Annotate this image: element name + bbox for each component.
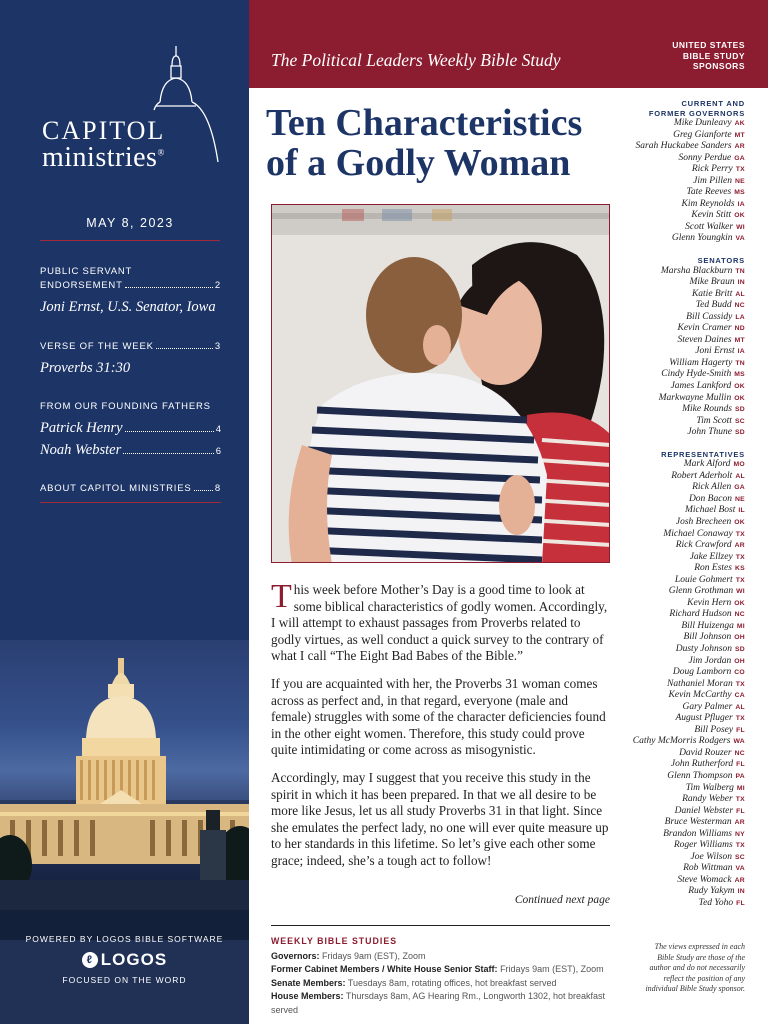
sponsor-state: LA: [735, 313, 745, 321]
schedule-row: [271, 950, 621, 964]
sponsor-entry: [620, 300, 745, 312]
sponsor-state: OK: [734, 382, 745, 390]
divider: [40, 240, 220, 241]
sponsor-name: Kevin Stitt: [691, 210, 732, 221]
sponsor-entry: [620, 517, 745, 529]
sponsors-list: [620, 99, 745, 910]
spacer: [620, 439, 745, 450]
toc-page-number: 8: [214, 483, 221, 494]
sponsor-name: Cindy Hyde-Smith: [661, 369, 732, 380]
toc-founding-fathers[interactable]: [40, 400, 221, 462]
sponsor-name: Nathaniel Moran: [666, 678, 733, 689]
sponsor-state: TX: [735, 166, 745, 174]
sponsor-name: Ted Budd: [695, 300, 732, 311]
sponsor-name: Richard Hudson: [669, 609, 732, 620]
mother-hugging-child-illustration: [272, 205, 610, 563]
logos-logo[interactable]: [0, 950, 249, 970]
article-paragraph: [271, 578, 611, 665]
sponsor-name: Cathy McMorris Rodgers: [632, 736, 731, 747]
sponsor-entry: [620, 736, 745, 748]
sponsor-state: TN: [735, 359, 745, 367]
sponsor-state: MT: [734, 131, 745, 139]
sponsor-state: AR: [734, 819, 745, 827]
capitol-ministries-logo: [40, 44, 230, 174]
sponsor-state: CA: [734, 692, 745, 700]
sponsor-entry: [620, 632, 745, 644]
sponsor-name: Bill Johnson: [683, 632, 732, 643]
sponsor-name: Bill Posey: [694, 724, 734, 735]
sponsor-state: IN: [737, 279, 745, 287]
sponsor-name: James Lankford: [670, 380, 732, 391]
sponsor-state: TX: [735, 796, 745, 804]
sponsor-state: NE: [734, 495, 745, 503]
sponsor-name: Kevin McCarthy: [668, 690, 732, 701]
sponsor-state: TN: [735, 267, 745, 275]
logo-ministries-word: ministries: [42, 142, 158, 173]
sponsor-entry: [620, 713, 745, 725]
sponsor-name: Kevin Hern: [687, 597, 732, 608]
sponsor-entry: [620, 563, 745, 575]
sponsor-name: Gary Palmer: [682, 701, 733, 712]
sponsor-name: Rudy Yakym: [688, 886, 735, 897]
sponsor-name: Mike Braun: [689, 277, 735, 288]
sponsor-state: IN: [737, 888, 745, 896]
sponsor-state: SD: [734, 406, 745, 414]
sponsor-name: Kevin Cramer: [677, 323, 732, 334]
sponsor-state: OH: [734, 657, 745, 665]
logos-icon: ℓ: [82, 952, 98, 968]
sponsor-entry: [620, 817, 745, 829]
sponsor-name: Jake Ellzey: [689, 551, 733, 562]
sponsor-entry: [620, 783, 745, 795]
toc-about[interactable]: [40, 482, 221, 496]
sponsor-name: Sonny Perdue: [678, 152, 732, 163]
sponsor-entry: [620, 346, 745, 358]
sponsors-heading-line: UNITED STATES: [672, 40, 745, 50]
sponsor-name: Steven Daines: [677, 334, 732, 345]
sponsor-entry: [620, 644, 745, 656]
spacer: [620, 245, 745, 256]
sponsor-entry: [620, 459, 745, 471]
sponsor-state: GA: [734, 154, 745, 162]
schedule-label: Former Cabinet Members / White House Senior Staff:: [271, 964, 498, 974]
sponsor-entry: [620, 725, 745, 737]
sponsor-name: Glenn Grothman: [668, 586, 734, 597]
sponsor-name: Joe Wilson: [690, 851, 732, 862]
section-heading-line: CURRENT AND: [681, 99, 745, 108]
sponsor-entry: [620, 277, 745, 289]
sponsor-state: MS: [734, 189, 745, 197]
sponsor-name: Markwayne Mullin: [658, 392, 732, 403]
sponsor-entry: [620, 852, 745, 864]
sponsor-state: MT: [734, 336, 745, 344]
sponsor-entry: [620, 679, 745, 691]
sponsor-name: Mike Rounds: [682, 404, 732, 415]
sponsor-state: PA: [735, 772, 745, 780]
toc-entry-name: Patrick Henry: [40, 420, 123, 436]
article-title-line: Ten Characteristics: [266, 102, 583, 144]
schedule-row: [271, 990, 621, 1017]
sponsor-state: TX: [735, 715, 745, 723]
sponsor-entry: [620, 427, 745, 439]
sponsor-entry: [620, 759, 745, 771]
toc-heading: [40, 400, 221, 414]
sponsor-state: OK: [734, 518, 745, 526]
sponsor-entry: [620, 505, 745, 517]
sponsor-entry: [620, 233, 745, 245]
sponsor-name: Bill Cassidy: [686, 311, 733, 322]
sponsor-name: Mike Dunleavy: [673, 118, 732, 128]
article-paragraph: If you are acquainted with her, the Proverbs 31 woman comes across as perfect and, in that regard, everyone (male and female) struggles with some of the character deficiencies found in the other eight women. Therefore, this study could prove quite intimidating or come across as misogynistic.: [271, 675, 606, 758]
toc-leader: [125, 287, 213, 288]
sponsor-name: Michael Bost: [684, 505, 736, 516]
sponsor-name: Rick Crawford: [675, 540, 732, 551]
sponsor-entry: [620, 898, 745, 910]
sponsor-name: Rick Allen: [692, 482, 732, 493]
sponsor-entry: [620, 656, 745, 668]
sponsor-name: Scott Walker: [685, 221, 734, 232]
toc-label: FROM OUR FOUNDING FATHERS: [40, 401, 211, 412]
sponsor-entry: [620, 369, 745, 381]
sponsor-entry: [620, 794, 745, 806]
sponsor-name: Robert Aderholt: [671, 470, 733, 481]
sponsor-entry: [620, 540, 745, 552]
schedule-detail: Thursdays 8am, AG Hearing Rm., Longworth 1302, hot breakfast served: [271, 991, 606, 1015]
toc-subtitle: Joni Ernst, U.S. Senator, Iowa: [40, 299, 216, 315]
representatives-heading: REPRESENTATIVES: [661, 449, 745, 459]
sponsor-state: AL: [735, 703, 745, 711]
sidebar: [0, 0, 249, 1024]
toc-leader: [125, 431, 214, 432]
sponsor-entry: [620, 494, 745, 506]
sponsor-name: Rob Wittman: [683, 863, 733, 874]
sponsor-state: AL: [735, 472, 745, 480]
sponsor-name: Joni Ernst: [695, 346, 735, 357]
sponsor-entry: [620, 358, 745, 370]
representatives-list: [620, 459, 745, 909]
logo-capitol-text: CAPITOL: [42, 116, 166, 145]
sponsor-name: Glenn Thompson: [667, 770, 733, 781]
sponsor-name: Glenn Youngkin: [671, 233, 733, 244]
sponsor-name: Michael Conaway: [663, 528, 733, 539]
sponsors-heading-line: SPONSORS: [692, 61, 745, 71]
disclaimer: The views expressed in each Bible Study are those of the author and do not necessarily reflect the position of any individual Bible Study sponsor.: [645, 942, 745, 993]
sponsor-entry: [620, 199, 745, 211]
sponsor-entry: [620, 598, 745, 610]
sponsor-entry: [620, 312, 745, 324]
sponsor-state: KS: [734, 565, 745, 573]
sponsor-name: Randy Weber: [682, 794, 733, 805]
sponsor-name: Greg Gianforte: [673, 129, 732, 140]
issue-date: MAY 8, 2023: [86, 216, 174, 230]
sponsor-entry: [620, 323, 745, 335]
sponsor-name: Ted Yoho: [698, 898, 734, 908]
sponsor-name: John Thune: [687, 427, 732, 438]
sponsor-entry: [620, 141, 745, 153]
sponsor-state: WA: [733, 738, 745, 746]
sponsor-entry: [620, 416, 745, 428]
sponsor-entry: [620, 176, 745, 188]
schedule-row: [271, 977, 621, 991]
sponsor-state: SD: [734, 429, 745, 437]
sponsor-state: FL: [736, 761, 745, 769]
sponsor-name: Tim Walberg: [685, 782, 734, 793]
sponsor-name: Kim Reynolds: [681, 198, 735, 209]
sponsor-name: Doug Lamborn: [672, 667, 732, 678]
sponsor-name: John Rutherford: [670, 759, 734, 770]
toc-row[interactable]: [40, 482, 221, 496]
toc-verse[interactable]: [40, 340, 221, 378]
sponsor-entry: [620, 702, 745, 714]
sponsor-name: Dusty Johnson: [675, 643, 732, 654]
governors-heading: [620, 99, 745, 118]
sponsor-name: Rick Perry: [691, 164, 733, 175]
sponsor-state: OK: [734, 599, 745, 607]
sponsor-entry: [620, 482, 745, 494]
sponsor-state: NY: [734, 830, 745, 838]
article-title-line: of a Godly Woman: [266, 142, 571, 184]
sponsor-entry: [620, 609, 745, 621]
sponsor-name: Tim Scott: [696, 415, 732, 426]
schedule-detail: Fridays 9am (EST), Zoom: [322, 950, 426, 961]
logos-wordmark: LOGOS: [100, 950, 168, 969]
sponsor-name: Jim Pillen: [693, 175, 732, 186]
sponsor-entry: [620, 667, 745, 679]
sponsor-name: Tate Reeves: [686, 187, 732, 198]
article-title: [266, 103, 616, 183]
focused-tagline: FOCUSED ON THE WORD: [62, 975, 187, 985]
paragraph-text: his week before Mother’s Day is a good time to look at some biblical characteristics of godly women. Accordingly, I will attempt to exhaust passages from Proverbs related to godly virtues, as well conduct a quick survey to the contrary of what I call “The Eight Bad Babes of the Bible.”: [271, 582, 608, 664]
sponsor-state: NC: [734, 611, 745, 619]
sponsor-entry: [620, 289, 745, 301]
powered-by-text: POWERED BY LOGOS BIBLE SOFTWARE: [25, 934, 224, 944]
weekly-heading: WEEKLY BIBLE STUDIES: [271, 936, 398, 946]
schedule-row: [271, 963, 621, 977]
sponsor-name: August Pfluger: [675, 713, 733, 724]
sponsor-state: AR: [734, 876, 745, 884]
toc-label: PUBLIC SERVANT: [40, 266, 133, 277]
sponsor-state: FL: [736, 726, 745, 734]
sponsor-state: WI: [736, 588, 745, 596]
section-heading-line: FORMER GOVERNORS: [648, 108, 745, 118]
article-paragraph: Accordingly, may I suggest that you receive this study in the spirit in which it has been prepared. In that we all desire to be more like Jesus, let us all study Proverbs 31 in that light. Since she emulates the perfect lady, no one will ever quite measure up to her standards in this lifetime. So let’s give each other some grace; indeed, she’s a tough act to follow!: [271, 769, 609, 868]
sponsor-name: Louie Gohmert: [674, 574, 733, 585]
sponsor-state: MI: [736, 622, 745, 630]
toc-leader: [194, 490, 213, 491]
senators-list: [620, 266, 745, 439]
toc-page-number: 4: [215, 424, 221, 435]
sponsor-entry: [620, 381, 745, 393]
sponsor-state: SD: [734, 645, 745, 653]
sponsor-state: MI: [736, 784, 745, 792]
sponsor-entry: [620, 806, 745, 818]
schedule-label: House Members:: [271, 991, 344, 1001]
schedule-detail: Tuesdays 8am, rotating offices, hot breakfast served: [347, 977, 557, 988]
toc-page-number: 3: [214, 341, 221, 352]
sponsor-entry: [620, 164, 745, 176]
sponsor-entry: [620, 875, 745, 887]
sponsor-state: TX: [735, 680, 745, 688]
toc-row[interactable]: [40, 279, 221, 293]
sponsor-state: VA: [735, 865, 745, 873]
sponsor-entry: [620, 575, 745, 587]
sponsor-name: Brandon Williams: [663, 828, 732, 839]
toc-row[interactable]: [40, 440, 221, 462]
sponsor-state: TX: [735, 842, 745, 850]
header-banner: [249, 0, 768, 88]
sponsor-name: Daniel Webster: [674, 805, 734, 816]
toc-leader: [156, 348, 213, 349]
publication-title: The Political Leaders Weekly Bible Study: [271, 50, 561, 70]
sponsor-name: Josh Brecheen: [675, 516, 732, 527]
sponsor-name: Don Bacon: [688, 493, 732, 504]
divider: [40, 502, 221, 503]
toc-label: ENDORSEMENT: [40, 280, 123, 291]
mother-child-photo: [271, 204, 610, 563]
sponsor-entry: [620, 187, 745, 199]
sponsor-entry: [620, 210, 745, 222]
schedule-label: Senate Members:: [271, 977, 346, 988]
sponsor-state: MO: [733, 461, 745, 469]
toc-entry-name: Noah Webster: [40, 442, 122, 458]
sponsor-entry: [620, 829, 745, 841]
sponsor-entry: [620, 621, 745, 633]
sponsor-name: Roger Williams: [673, 840, 733, 851]
drop-cap: T: [271, 578, 292, 615]
sponsor-entry: [620, 471, 745, 483]
sponsor-state: IL: [738, 507, 745, 515]
toc-label: ABOUT CAPITOL MINISTRIES: [40, 483, 192, 494]
toc-endorsement[interactable]: [40, 265, 221, 317]
sponsor-state: MS: [734, 371, 745, 379]
logo-ministries-text: [42, 142, 165, 174]
sponsor-name: Steve Womack: [677, 874, 732, 885]
sponsor-name: William Hagerty: [669, 357, 733, 368]
schedule-label: Governors:: [271, 950, 320, 961]
sponsor-state: OK: [734, 394, 745, 402]
sponsor-state: SC: [734, 417, 745, 425]
sponsor-entry: [620, 335, 745, 347]
sponsor-entry: [620, 222, 745, 234]
sponsor-entry: [620, 586, 745, 598]
sponsor-name: Jim Jordan: [688, 655, 732, 666]
sponsor-state: NC: [734, 749, 745, 757]
sponsor-state: VA: [735, 235, 745, 243]
sponsor-state: FL: [736, 900, 745, 907]
sponsor-state: CO: [734, 669, 745, 677]
sponsor-entry: [620, 404, 745, 416]
sponsor-entry: [620, 840, 745, 852]
sponsor-state: AR: [734, 542, 745, 550]
sponsor-state: AR: [734, 143, 745, 151]
sponsor-state: NE: [734, 177, 745, 185]
sponsor-entry: [620, 118, 745, 130]
toc-row[interactable]: [40, 418, 221, 440]
sponsor-name: David Rouzer: [679, 747, 732, 758]
schedule-detail: Fridays 9am (EST), Zoom: [500, 964, 604, 974]
sponsor-name: Marsha Blackburn: [660, 265, 733, 276]
sponsor-name: Ron Estes: [694, 563, 732, 574]
sponsor-entry: [620, 886, 745, 898]
sponsor-state: TX: [735, 530, 745, 538]
continued-next-page: Continued next page: [514, 894, 610, 906]
sponsor-entry: [620, 690, 745, 702]
sponsor-entry: [620, 130, 745, 142]
sponsor-entry: [620, 153, 745, 165]
sponsor-name: Mark Alford: [683, 459, 731, 470]
toc-page-number: 6: [215, 446, 221, 457]
sponsor-state: OH: [734, 634, 745, 642]
sponsor-state: IA: [737, 200, 745, 208]
sponsor-name: Katie Britt: [691, 288, 733, 299]
sponsors-heading-line: BIBLE STUDY: [682, 50, 745, 61]
sponsor-entry: [620, 266, 745, 278]
sponsor-name: Bill Huizenga: [681, 620, 734, 631]
sponsor-state: TX: [735, 553, 745, 561]
sponsor-entry: [620, 771, 745, 783]
governors-list: [620, 118, 745, 245]
article-body: [271, 578, 611, 881]
sponsor-name: Sarah Huckabee Sanders: [635, 141, 732, 152]
sponsor-state: TX: [735, 576, 745, 584]
registered-mark: ®: [157, 147, 165, 158]
sponsor-state: FL: [736, 807, 745, 815]
sponsor-state: AL: [735, 290, 745, 298]
senators-heading: SENATORS: [697, 256, 745, 266]
sponsor-state: NC: [734, 302, 745, 310]
sponsor-state: AK: [734, 120, 745, 127]
sponsor-entry: [620, 393, 745, 405]
toc-heading: [40, 265, 221, 279]
sponsor-name: Bruce Westerman: [664, 817, 732, 828]
sponsor-state: IA: [737, 348, 745, 356]
toc-page-number: 2: [214, 280, 221, 291]
sponsor-entry: [620, 552, 745, 564]
sponsor-entry: [620, 748, 745, 760]
sponsor-entry: [620, 863, 745, 875]
weekly-bible-studies: [271, 935, 621, 1017]
sponsor-state: WI: [736, 223, 745, 231]
toc-row[interactable]: [40, 340, 221, 354]
divider: [271, 925, 610, 926]
toc-subtitle: Proverbs 31:30: [40, 360, 131, 376]
sponsor-entry: [620, 529, 745, 541]
sponsor-state: OK: [734, 212, 745, 220]
sponsor-state: SC: [734, 853, 745, 861]
sponsors-heading: [635, 40, 745, 72]
sponsor-state: ND: [734, 325, 745, 333]
sponsor-state: GA: [734, 484, 745, 492]
toc-leader: [123, 453, 213, 454]
toc-label: VERSE OF THE WEEK: [40, 341, 154, 352]
